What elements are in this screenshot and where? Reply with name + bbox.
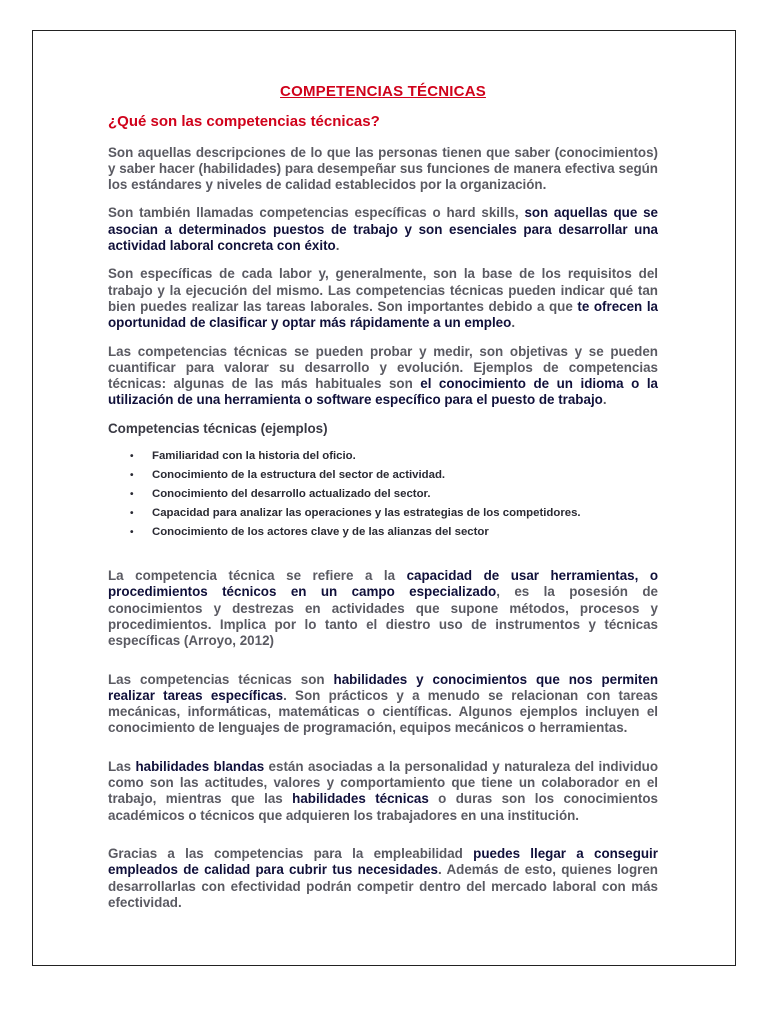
- paragraph-skills-knowledge: [108, 672, 658, 737]
- text-run: Gracias a las competencias para la empleabilidad: [108, 845, 474, 861]
- list-item: [130, 504, 658, 523]
- list-item-label: Conocimiento del desarrollo actualizado del sector.: [152, 488, 431, 501]
- paragraph-soft-vs-hard: [108, 759, 658, 824]
- highlighted-text: habilidades y conocimientos que nos permiten realizar tareas específicas: [108, 671, 659, 703]
- list-item: [130, 523, 658, 542]
- list-item-label: Familiaridad con la historia del oficio.: [152, 450, 356, 463]
- text-run: Son también llamadas competencias específicas o hard skills,: [108, 205, 525, 221]
- list-item-label: Capacidad para analizar las operaciones y las estrategias de los competidores.: [152, 507, 581, 520]
- text-run: .: [511, 315, 516, 331]
- paragraph-specific: [108, 266, 658, 331]
- paragraph-employability: [108, 846, 658, 911]
- spacer: [108, 662, 658, 672]
- highlighted-text: el conocimiento de un idioma o la utilización de una herramienta o software específico para el puesto de trabajo: [108, 376, 658, 408]
- paragraph-measurable: [108, 344, 658, 409]
- spacer: [108, 749, 658, 759]
- section-subtitle: ¿Qué son las competencias técnicas?: [108, 113, 380, 131]
- text-run: o duras son los conocimientos académicos o técnicos que adquieren los trabajadores en una institución.: [108, 791, 658, 823]
- document-body: [108, 84, 658, 923]
- list-item: [130, 485, 658, 504]
- text-run: .: [335, 238, 340, 254]
- list-item: [130, 466, 658, 485]
- highlighted-text: capacidad de usar herramientas, o procedimientos técnicos en un campo especializado: [108, 568, 658, 600]
- highlighted-text: son aquellas que se asocian a determinados puestos de trabajo y son esenciales para desarrollar una actividad laboral concreta con éxito: [108, 205, 658, 254]
- list-item-label: Conocimiento de la estructura del sector de actividad.: [152, 469, 446, 482]
- paragraph-competence-definition: [108, 568, 658, 649]
- text-run: Son específicas de cada labor y, generalmente, son la base de los requisitos del trabajo y la ejecución del mismo. Las competencias técnicas pueden indicar qué tan bien puedes realizar las tareas laborales. Son importantes debido a que: [108, 266, 658, 314]
- highlighted-text: te ofrecen la oportunidad de clasificar y optar más rápidamente a un empleo: [108, 298, 658, 331]
- list-item: [130, 447, 658, 466]
- bullet-icon: •: [130, 489, 134, 501]
- examples-list: [108, 447, 658, 542]
- bullet-icon: •: [130, 451, 134, 463]
- text-run: , es la posesión de conocimientos y destrezas en actividades que supone métodos, procesos y procedimientos. Implica por lo tanto el diestro uso de instrumentos y técnicas específicas (Arroyo, 2012): [108, 584, 658, 649]
- text-run: Las: [108, 758, 136, 774]
- highlighted-text: puedes llegar a conseguir empleados de calidad para cubrir tus necesidades: [108, 845, 658, 878]
- bullet-icon: •: [130, 527, 134, 539]
- bullet-icon: •: [130, 470, 134, 482]
- highlighted-text: habilidades blandas: [135, 758, 265, 774]
- text-run: .: [602, 392, 607, 408]
- text-run: están asociadas a la personalidad y naturaleza del individuo como son las actitudes, valores y comportamiento que tiene un colaborador en el trabajo, mientras que las: [108, 758, 658, 807]
- highlighted-text: habilidades técnicas: [292, 791, 429, 807]
- document-title: COMPETENCIAS TÉCNICAS: [280, 83, 486, 100]
- paragraph-definition: Son aquellas descripciones de lo que las personas tienen que saber (conocimientos) y saber hacer (habilidades) para desempeñar sus funciones de manera efectiva según los estándares y niveles de calidad establecidos por la organización.: [108, 144, 658, 193]
- text-run: La competencia técnica se refiere a la: [108, 568, 407, 584]
- paragraph-hard-skills: [108, 205, 658, 254]
- bullet-icon: •: [130, 508, 134, 520]
- text-run: Las competencias técnicas se pueden probar y medir, son objetivas y se pueden cuantificar para valorar su desarrollo y evolución. Ejemplos de competencias técnicas: algunas de las más habituales son: [108, 343, 658, 392]
- text-run: Las competencias técnicas son: [108, 671, 334, 687]
- spacer: [108, 836, 658, 846]
- list-item-label: Conocimiento de los actores clave y de las alianzas del sector: [152, 526, 489, 539]
- text-run: . Son prácticos y a menudo se relacionan con tareas mecánicas, informáticas, matemáticas o científicas. Algunos ejemplos incluyen el conocimiento de lenguajes de programación, equipos mecánicos o herramientas.: [108, 687, 658, 736]
- text-run: . Además de esto, quienes logren desarrollarlas con efectividad podrán competir dentro del mercado laboral con más efectividad.: [108, 862, 658, 910]
- examples-heading: Competencias técnicas (ejemplos): [108, 420, 328, 436]
